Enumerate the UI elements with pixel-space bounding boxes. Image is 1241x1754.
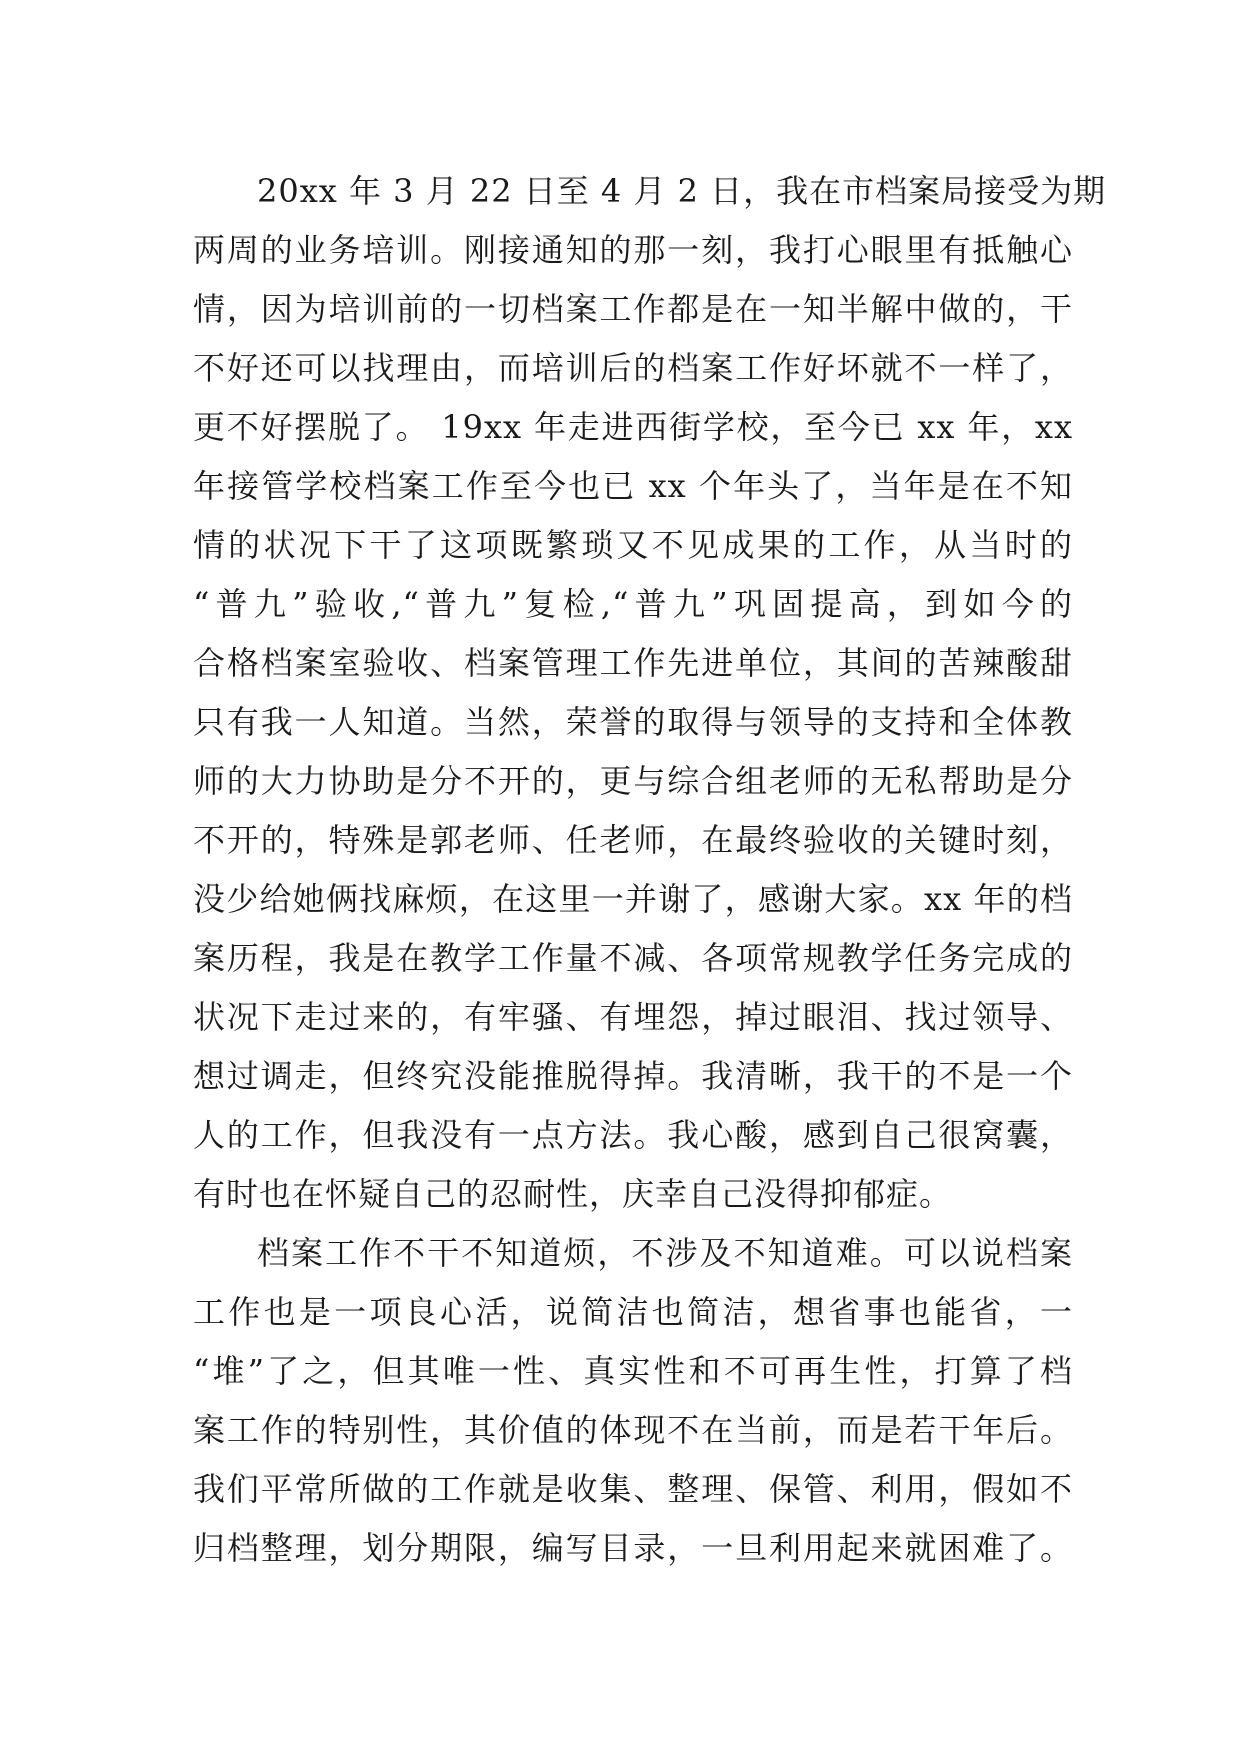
- paragraph-line: 情，因为培训前的一切档案工作都是在一知半解中做的，干: [193, 290, 1073, 328]
- paragraph-line: “普九”验收,“普九”复检,“普九”巩固提高，到如今的: [193, 585, 1073, 623]
- paragraph-line: 不好还可以找理由，而培训后的档案工作好坏就不一样了，: [193, 349, 1073, 387]
- paragraph-line: 师的大力协助是分不开的，更与综合组老师的无私帮助是分: [193, 762, 1073, 800]
- paragraph-line: 20xx 年 3 月 22 日至 4 月 2 日，我在市档案局接受为期: [257, 172, 1107, 210]
- paragraph-line: 案工作的特别性，其价值的体现不在当前，而是若干年后。: [193, 1411, 1073, 1449]
- paragraph-line: 状况下走过来的，有牢骚、有埋怨，掉过眼泪、找过领导、: [193, 998, 1073, 1036]
- paragraph-line: 只有我一人知道。当然，荣誉的取得与领导的支持和全体教: [193, 703, 1073, 741]
- paragraph-line: 情的状况下干了这项既繁琐又不见成果的工作，从当时的: [193, 526, 1073, 564]
- paragraph-line: 档案工作不干不知道烦，不涉及不知道难。可以说档案: [257, 1234, 1073, 1272]
- document-body: [193, 162, 1107, 1578]
- paragraph-line: 想过调走，但终究没能推脱得掉。我清晰，我干的不是一个: [193, 1057, 1073, 1095]
- paragraph-line: 年接管学校档案工作至今也已 xx 个年头了，当年是在不知: [193, 467, 1073, 505]
- paragraph-line: 不开的，特殊是郭老师、任老师，在最终验收的关键时刻，: [193, 821, 1073, 859]
- paragraph-line: “堆”了之，但其唯一性、真实性和不可再生性，打算了档: [193, 1352, 1073, 1390]
- paragraph-line: 有时也在怀疑自己的忍耐性，庆幸自己没得抑郁症。: [193, 1175, 953, 1213]
- paragraph-line: 没少给她俩找麻烦，在这里一并谢了，感谢大家。xx 年的档: [193, 880, 1073, 918]
- paragraph: [193, 162, 1107, 1224]
- paragraph-line: 案历程，我是在教学工作量不减、各项常规教学任务完成的: [193, 939, 1073, 977]
- paragraph: [193, 1224, 1073, 1578]
- paragraph-line: 工作也是一项良心活，说简洁也简洁，想省事也能省，一: [193, 1293, 1073, 1331]
- paragraph-line: 两周的业务培训。刚接通知的那一刻，我打心眼里有抵触心: [193, 231, 1073, 269]
- paragraph-line: 归档整理，划分期限，编写目录，一旦利用起来就困难了。: [193, 1529, 1073, 1567]
- paragraph-line: 人的工作，但我没有一点方法。我心酸，感到自己很窝囊，: [193, 1116, 1073, 1154]
- paragraph-line: 合格档案室验收、档案管理工作先进单位，其间的苦辣酸甜: [193, 644, 1073, 682]
- paragraph-line: 更不好摆脱了。 19xx 年走进西街学校，至今已 xx 年，xx: [193, 408, 1073, 446]
- paragraph-line: 我们平常所做的工作就是收集、整理、保管、利用，假如不: [193, 1470, 1073, 1508]
